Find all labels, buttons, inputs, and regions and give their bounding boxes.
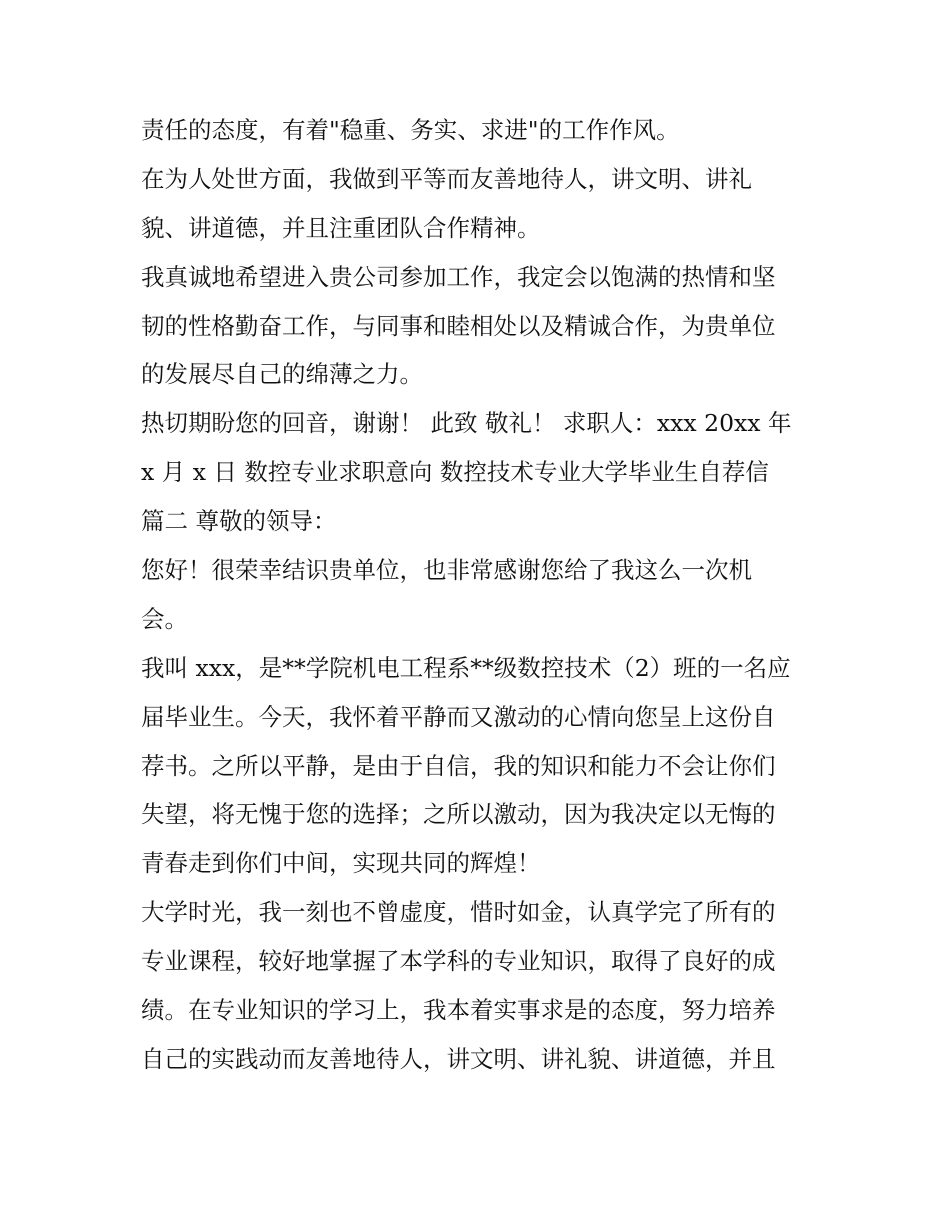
text-line: 绩。在专业知识的学习上，我本着实事求是的态度，努力培养 <box>141 996 776 1025</box>
text-line: 青春走到你们中间，实现共同的辉煌！ <box>141 849 541 878</box>
letter-body <box>141 106 821 1084</box>
text-line: 篇二 尊敬的领导： <box>141 507 337 536</box>
text-line: 失望，将无愧于您的选择；之所以激动，因为我决定以无悔的 <box>141 800 776 829</box>
text-line: 在为人处世方面，我做到平等而友善地待人，讲文明、讲礼 <box>141 164 752 193</box>
text-line: 您好！很荣幸结识贵单位，也非常感谢您给了我这么一次机 <box>141 556 752 585</box>
text-line: 热切期盼您的回音，谢谢！ 此致 敬礼！ 求职人：xxx 20xx 年 <box>141 409 792 438</box>
text-line: 我叫 xxx，是**学院机电工程系**级数控技术（2）班的一名应 <box>141 653 791 682</box>
text-line: 大学时光，我一刻也不曾虚度，惜时如金，认真学完了所有的 <box>141 898 776 927</box>
text-line: 专业课程，较好地掌握了本学科的专业知识，取得了良好的成 <box>141 947 776 976</box>
text-line: 会。 <box>141 604 188 633</box>
text-line: 届毕业生。今天，我怀着平静而又激动的心情向您呈上这份自 <box>141 702 776 731</box>
text-line: 自己的实践动而友善地待人，讲文明、讲礼貌、讲道德，并且 <box>141 1044 776 1073</box>
text-line: 责任的态度，有着"稳重、务实、求进"的工作作风。 <box>141 116 680 144</box>
text-line: 荐书。之所以平静，是由于自信，我的知识和能力不会让你们 <box>141 751 776 780</box>
text-line: 韧的性格勤奋工作，与同事和睦相处以及精诚合作，为贵单位 <box>141 311 776 340</box>
text-line: 貌、讲道德，并且注重团队合作精神。 <box>141 213 541 242</box>
text-line: 我真诚地希望进入贵公司参加工作，我定会以饱满的热情和坚 <box>141 262 776 291</box>
text-line: 的发展尽自己的绵薄之力。 <box>141 360 423 389</box>
text-line: x 月 x 日 数控专业求职意向 数控技术专业大学毕业生自荐信 <box>141 458 769 487</box>
